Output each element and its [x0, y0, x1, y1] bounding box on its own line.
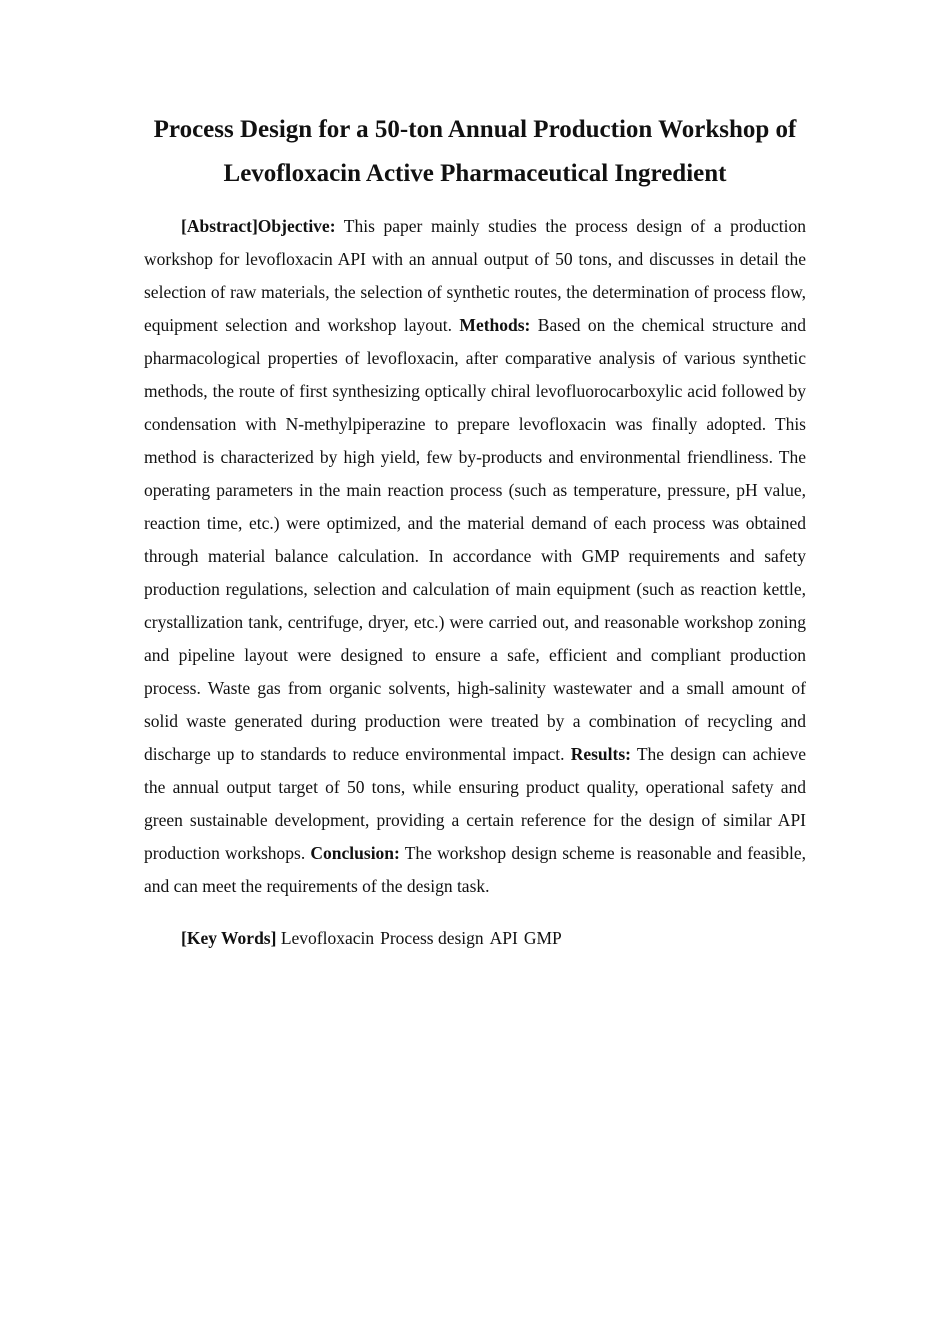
results-label: Results: — [570, 744, 631, 764]
objective-label: Objective: — [257, 216, 336, 236]
abstract-paragraph — [144, 210, 806, 903]
keywords-label: [Key Words] — [181, 928, 277, 948]
keywords-paragraph — [144, 922, 806, 955]
title-line-1: Process Design for a 50-ton Annual Production Workshop of — [153, 116, 797, 143]
keyword-item: Process design — [380, 928, 484, 948]
keyword-item: API — [489, 928, 518, 948]
methods-label: Methods: — [459, 315, 531, 335]
abstract-label: [Abstract] — [181, 216, 258, 236]
document-page — [144, 108, 806, 955]
title-line-2: Levofloxacin Active Pharmaceutical Ingredient — [223, 160, 727, 187]
keyword-item: GMP — [523, 928, 562, 948]
objective-text: This paper mainly studies the process design of a production workshop for levofloxacin API with an annual output of 50 tons, and discusses in detail the selection of raw materials, the selection of synthetic routes, the determination of process flow, equipment selection and workshop layout. — [144, 216, 806, 335]
conclusion-text: The workshop design scheme is reasonable and feasible, and can meet the requirements of the design task. — [144, 843, 806, 896]
document-title — [144, 108, 806, 196]
keyword-item: Levofloxacin — [280, 928, 375, 948]
conclusion-label: Conclusion: — [310, 843, 400, 863]
methods-text: Based on the chemical structure and pharmacological properties of levofloxacin, after comparative analysis of various synthetic methods, the route of first synthesizing optically chiral levofluorocarboxylic acid followed by condensation with N-methylpiperazine to prepare levofloxacin was finally adopted. This method is characterized by high yield, few by-products and environmental friendliness. The operating parameters in the main reaction process (such as temperature, pressure, pH value, reaction time, etc.) were optimized, and the material demand of each process was obtained through material balance calculation. In accordance with GMP requirements and safety production regulations, selection and calculation of main equipment (such as reaction kettle, crystallization tank, centrifuge, dryer, etc.) were carried out, and reasonable workshop zoning and pipeline layout were designed to ensure a safe, efficient and compliant production process. Waste gas from organic solvents, high-salinity wastewater and a small amount of solid waste generated during production were treated by a combination of recycling and discharge up to standards to reduce environmental impact. — [144, 315, 807, 764]
results-text: The design can achieve the annual output target of 50 tons, while ensuring product quality, operational safety and green sustainable development, providing a certain reference for the design of similar API production workshops. — [144, 744, 806, 863]
